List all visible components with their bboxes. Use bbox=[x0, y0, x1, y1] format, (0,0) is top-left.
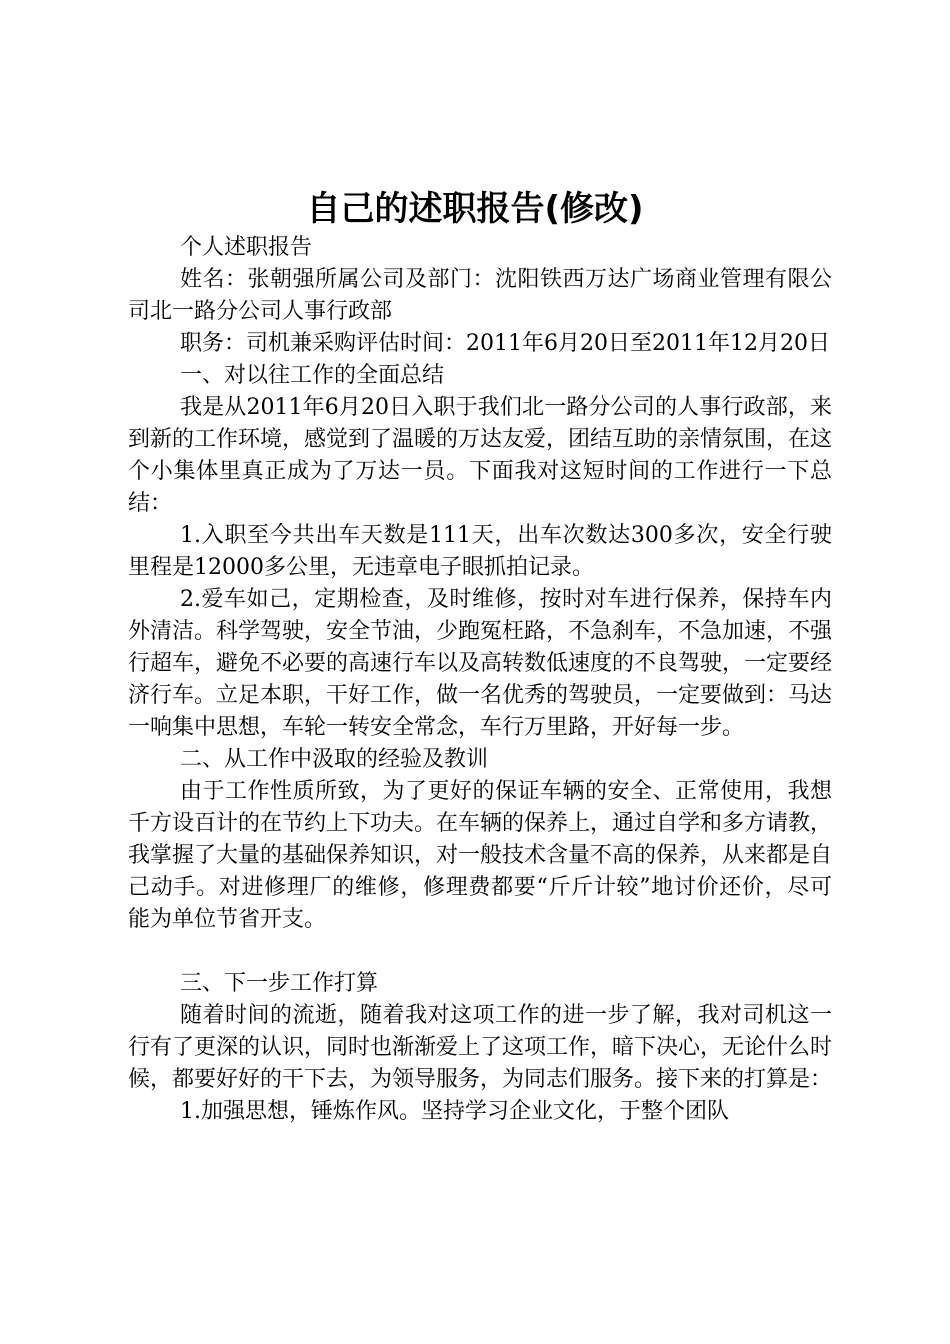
section-heading-lessons: 二、从工作中汲取的经验及教训 bbox=[180, 747, 489, 772]
paragraph-item-1-driving-stats: 1.入职至今共出车天数是111天，出车次数达300多次，安全行驶里程是12000多公里，无违章电子眼抓拍记录。 bbox=[128, 523, 832, 580]
paragraph-item-2-vehicle-care: 2.爱车如己，定期检查，及时维修，按时对车进行保养，保持车内外清洁。科学驾驶，安全节油，少跑冤枉路，不急刹车，不急加速，不强行超车，避免不必要的高速行车以及高转数低速度的不良驾驶，一定要经济行车。立足本职，干好工作，做一名优秀的驾驶员，一定要做到：马达一响集中思想，车轮一转安全常念，车行万里路，开好每一步。 bbox=[128, 587, 833, 740]
paragraph-heading-personal-report: 个人述职报告 bbox=[180, 235, 313, 260]
paragraph-position-period: 职务：司机兼采购评估时间：2011年6月20日至2011年12月20日 bbox=[180, 331, 830, 356]
document-body bbox=[128, 232, 832, 1128]
paragraph-lessons: 由于工作性质所致，为了更好的保证车辆的安全、正常使用，我想千方设百计的在节约上下功夫。在车辆的保养上，通过自学和多方请教，我掌握了大量的基础保养知识，对一般技术含量不高的保养，从来都是自己动手。对进修理厂的维修，修理费都要“斤斤计较”地讨价还价，尽可能为单位节省开支。 bbox=[128, 779, 833, 932]
document-title: 自己的述职报告(修改) bbox=[306, 189, 644, 229]
section-heading-summary: 一、对以往工作的全面总结 bbox=[180, 363, 445, 388]
paragraph-plans: 随着时间的流逝，随着我对这项工作的进一步了解，我对司机这一行有了更深的认识，同时也渐渐爱上了这项工作，暗下决心，无论什么时候，都要好好的干下去，为领导服务，为同志们服务。接下来的打算是： bbox=[128, 1003, 833, 1092]
paragraph-name-department: 姓名：张朝强所属公司及部门：沈阳铁西万达广场商业管理有限公司北一路分公司人事行政部 bbox=[128, 267, 832, 324]
blank-line bbox=[128, 936, 832, 968]
paragraph-plan-item-1: 1.加强思想，锤炼作风。坚持学习企业文化，于整个团队 bbox=[180, 1099, 729, 1124]
paragraph-intro: 我是从2011年6月20日入职于我们北一路分公司的人事行政部，来到新的工作环境，感觉到了温暖的万达友爱，团结互助的亲情氛围，在这个小集体里真正成为了万达一员。下面我对这短时间的工作进行一下总结： bbox=[128, 395, 833, 516]
section-heading-plans: 三、下一步工作打算 bbox=[180, 971, 379, 996]
